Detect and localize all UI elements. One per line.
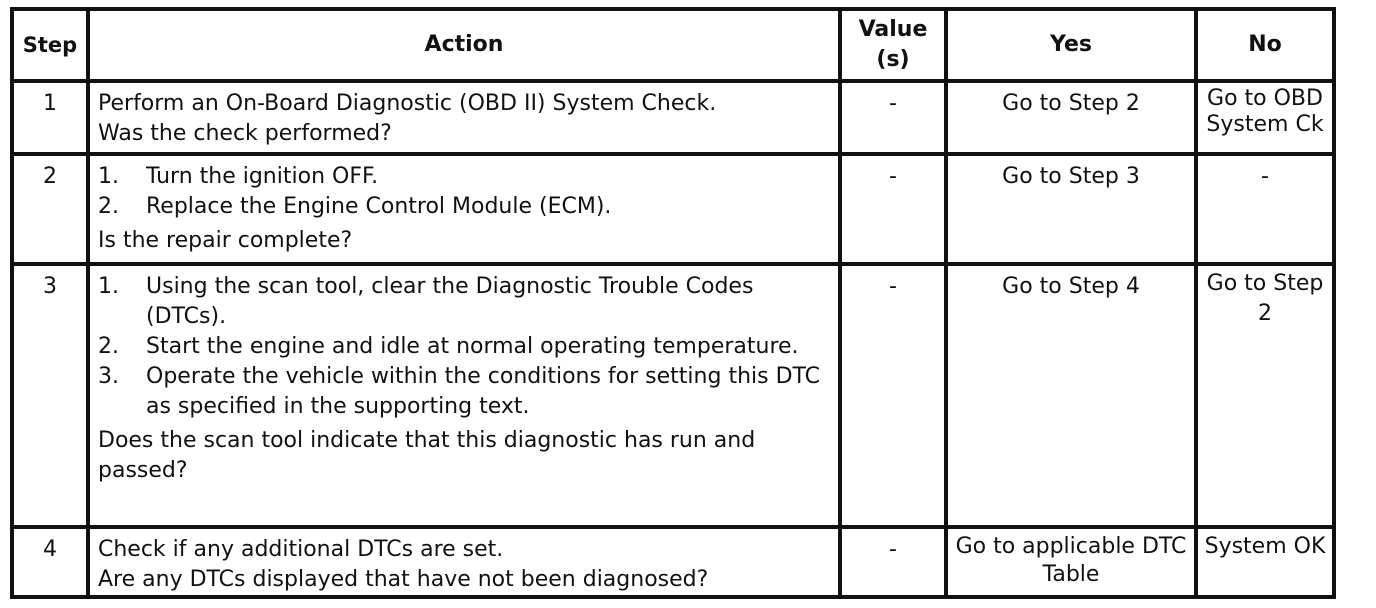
item-number: 2. (98, 194, 119, 219)
value-cell: - (840, 527, 946, 595)
step-number: 2 (14, 154, 88, 264)
step-number: 1 (14, 81, 88, 154)
diagnostic-table (14, 11, 1332, 595)
action-list-item (98, 162, 830, 192)
table-row (14, 81, 1332, 154)
step-number: 3 (14, 264, 88, 527)
header-yes: Yes (946, 11, 1196, 81)
table-row (14, 264, 1332, 527)
header-values: Value (s) (840, 11, 946, 81)
action-question: Is the repair complete? (98, 228, 353, 253)
action-line: Perform an On-Board Diagnostic (OBD II) System Check. (98, 91, 717, 116)
action-cell (88, 264, 840, 527)
action-list (98, 272, 830, 422)
action-list-item (98, 362, 830, 422)
action-list-item (98, 332, 830, 362)
value-cell: - (840, 81, 946, 154)
item-text: Operate the vehicle within the conditions for setting this DTC as specified in the supporting text. (146, 364, 821, 419)
yes-cell: Go to Step 3 (946, 154, 1196, 264)
value-cell: - (840, 264, 946, 527)
action-line: Check if any additional DTCs are set. (98, 537, 504, 562)
action-list-item (98, 272, 830, 332)
value-cell: - (840, 154, 946, 264)
table-row (14, 154, 1332, 264)
action-list (98, 162, 830, 222)
item-number: 1. (98, 274, 119, 299)
no-cell: - (1196, 154, 1332, 264)
item-number: 2. (98, 334, 119, 359)
item-text: Start the engine and idle at normal operating temperature. (146, 334, 799, 359)
table-header-row (14, 11, 1332, 81)
item-number: 3. (98, 364, 119, 389)
action-cell (88, 81, 840, 154)
action-line: Was the check performed? (98, 121, 392, 146)
action-cell (88, 154, 840, 264)
step-number: 4 (14, 527, 88, 595)
action-question: Does the scan tool indicate that this diagnostic has run and passed? (98, 428, 756, 483)
item-text: Using the scan tool, clear the Diagnostic Trouble Codes (DTCs). (146, 274, 754, 329)
diagnostic-table-frame (10, 7, 1336, 599)
item-text: Turn the ignition OFF. (146, 164, 379, 189)
item-number: 1. (98, 164, 119, 189)
action-line: Are any DTCs displayed that have not been diagnosed? (98, 567, 709, 592)
item-text: Replace the Engine Control Module (ECM). (146, 194, 612, 219)
header-action: Action (88, 11, 840, 81)
header-step: Step (14, 11, 88, 81)
yes-cell: Go to applicable DTC Table (946, 527, 1196, 595)
header-no: No (1196, 11, 1332, 81)
table-row (14, 527, 1332, 595)
no-cell: Go to OBD System Ck (1196, 81, 1332, 154)
no-cell: Go to Step 2 (1196, 264, 1332, 527)
action-list-item (98, 192, 830, 222)
yes-cell: Go to Step 4 (946, 264, 1196, 527)
yes-cell: Go to Step 2 (946, 81, 1196, 154)
no-cell: System OK (1196, 527, 1332, 595)
action-cell (88, 527, 840, 595)
